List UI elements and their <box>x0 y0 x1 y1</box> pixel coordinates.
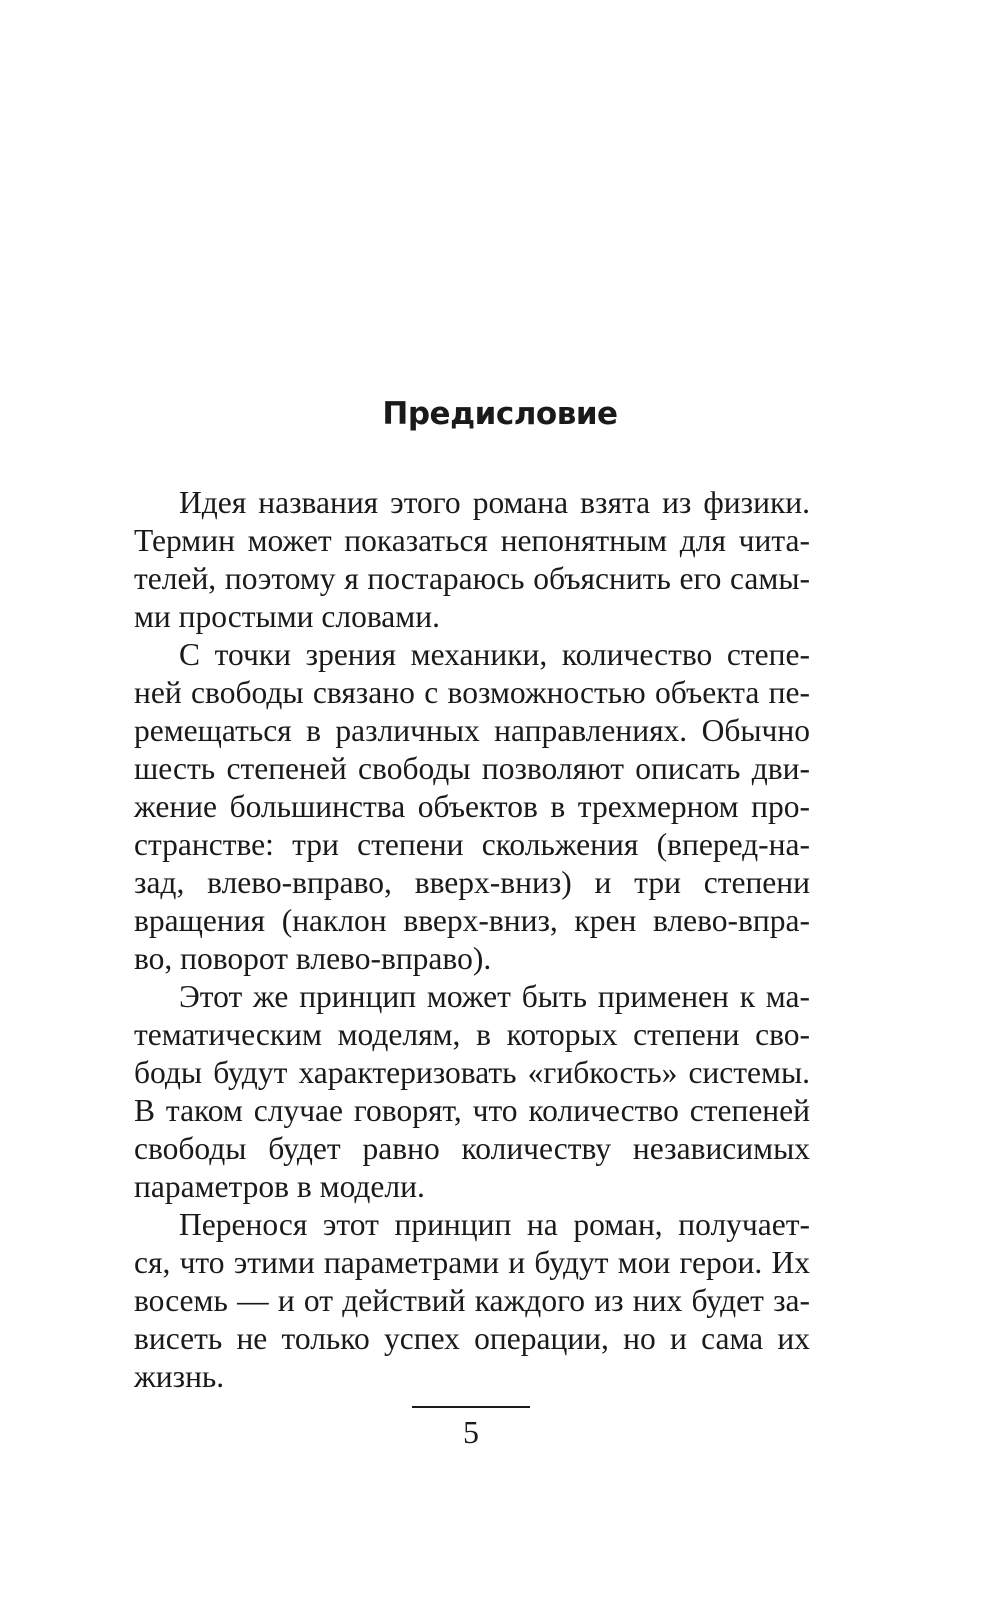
text-line: боды будут характеризовать «гибкость» системы. <box>134 1055 810 1090</box>
paragraph <box>134 1206 810 1396</box>
text-line: свободы будет равно количеству независимых <box>134 1131 810 1166</box>
text-line: жизнь. <box>134 1359 225 1394</box>
text-line: странстве: три степени скольжения (вперед-на- <box>134 827 810 862</box>
text-line: жение большинства объектов в трехмерном про- <box>134 789 810 824</box>
text-line: ремещаться в различных направлениях. Обычно <box>134 713 810 748</box>
footer-divider <box>412 1406 530 1408</box>
page-number: 5 <box>463 1414 479 1450</box>
paragraph <box>134 636 810 978</box>
text-line: во, поворот влево-вправо). <box>134 941 492 976</box>
text-line: Этот же принцип может быть применен к ма- <box>179 979 810 1014</box>
paragraph <box>134 484 810 636</box>
text-line: ней свободы связано с возможностью объекта пе- <box>134 675 810 710</box>
text-line: Перенося этот принцип на роман, получает- <box>179 1207 810 1242</box>
text-line: параметров в модели. <box>134 1169 425 1204</box>
paragraph <box>134 978 810 1206</box>
text-line: ся, что этими параметрами и будут мои герои. Их <box>134 1245 810 1280</box>
text-line: С точки зрения механики, количество степе- <box>179 637 810 672</box>
text-line: вращения (наклон вверх-вниз, крен влево-впра- <box>134 903 810 938</box>
text-line: Термин может показаться непонятным для чита- <box>134 523 810 558</box>
text-line: телей, поэтому я постараюсь объяснить его самы- <box>134 561 810 596</box>
chapter-title: Предисловие <box>382 396 618 432</box>
text-line: Идея названия этого романа взята из физики. <box>179 485 810 520</box>
text-line: В таком случае говорят, что количество степеней <box>134 1093 810 1128</box>
text-line: восемь — и от действий каждого из них будет за- <box>134 1283 810 1318</box>
body-text <box>134 484 810 1396</box>
text-line: зад, влево-вправо, вверх-вниз) и три степени <box>134 865 810 900</box>
text-line: тематическим моделям, в которых степени сво- <box>134 1017 810 1052</box>
text-line: шесть степеней свободы позволяют описать дви- <box>134 751 810 786</box>
text-line: висеть не только успех операции, но и сама их <box>134 1321 810 1356</box>
text-line: ми простыми словами. <box>134 599 440 634</box>
